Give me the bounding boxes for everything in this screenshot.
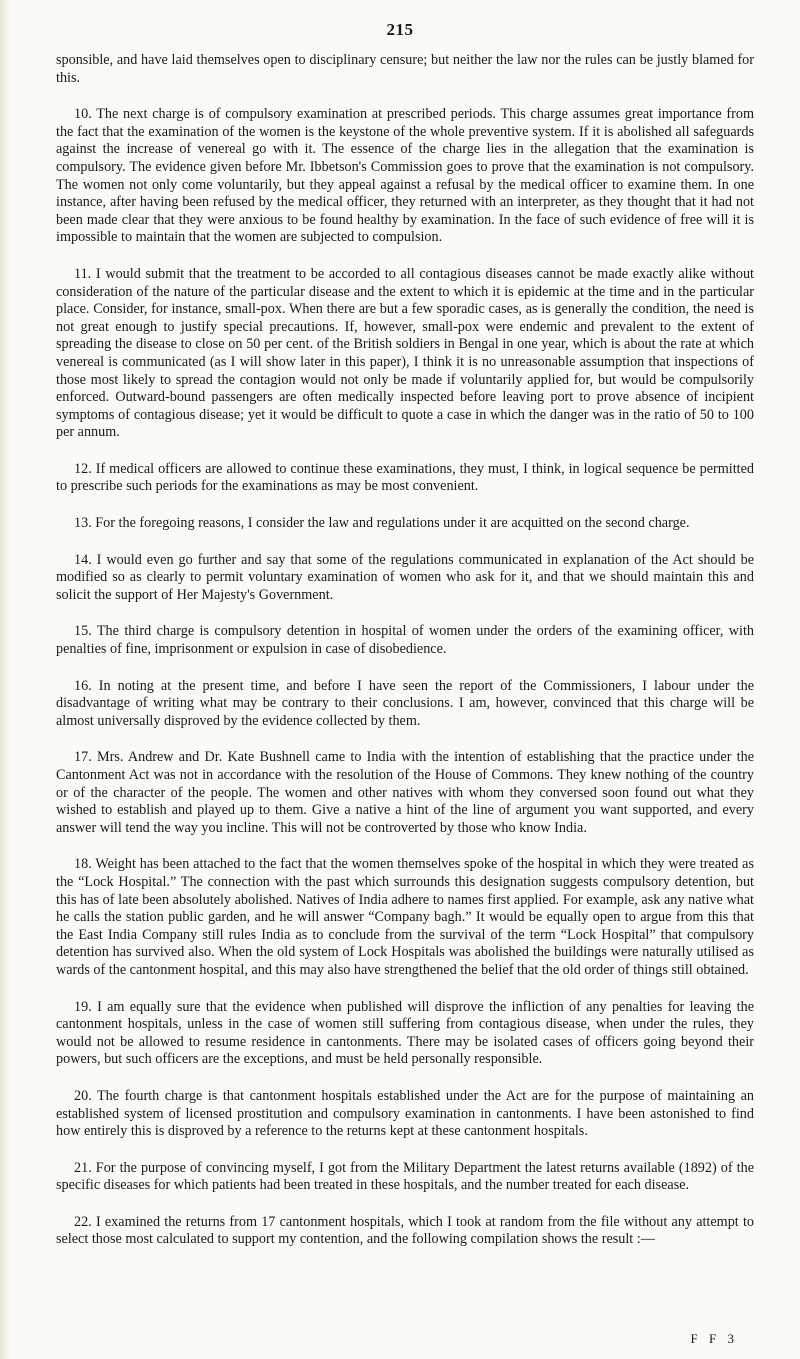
body-text <box>56 52 754 1268</box>
paragraph-17: 17. Mrs. Andrew and Dr. Kate Bushnell came to India with the intention of establishing that the practice under the Cantonment Act was not in accordance with the resolution of the House of Commons. They knew nothing of the country or of the character of the people. The women and other natives with whom they conversed soon found out what they wished to establish and played up to them. Give a native a hint of the line of argument you want supported, and every answer will tend the way you incline. This will not be controverted by those who know India. <box>56 749 754 836</box>
paragraph-19: 19. I am equally sure that the evidence when published will disprove the infliction of any penalties for leaving the cantonment hospitals, unless in the case of women still suffering from contagious disease, when under the rules, they would not be allowed to resume residence in cantonments. There may be isolated cases of officers going beyond their powers, but such officers are the exceptions, and must be held personally responsible. <box>56 998 754 1068</box>
paragraph-20: 20. The fourth charge is that cantonment hospitals established under the Act are for the purpose of maintaining an established system of licensed prostitution and compulsory examination in cantonments. I have been astonished to find how entirely this is disproved by a reference to the returns kept at these cantonment hospitals. <box>56 1087 754 1140</box>
paragraph-11: 11. I would submit that the treatment to be accorded to all contagious diseases cannot be made exactly alike without consideration of the nature of the particular disease and the extent to which it is epidemic at the time and in the particular place. Consider, for instance, small-pox. When there are but a few sporadic cases, as is generally the condition, the need is not great enough to justify special precautions. If, however, small-pox were endemic and prevalent to the extent of spreading the disease to close on 50 per cent. of the British soldiers in Bengal in one year, which is about the rate at which venereal is communicated (as I will show later in this paper), I think it is no unreasonable assumption that inspections of those most likely to spread the contagion would not only be made if voluntarily applied for, but would be compulsorily enforced. Outward-bound passengers are often medically inspected before leaving port to prove absence of incipient symptoms of contagious disease; yet it would be difficult to quote a case in which the danger was in the ratio of 50 to 100 per annum. <box>56 265 754 441</box>
paragraph-18: 18. Weight has been attached to the fact that the women themselves spoke of the hospital in which they were treated as the “Lock Hospital.” The connection with the past which surrounds this designation suggests compulsory detention, but this has of late been absolutely abolished. Natives of India adhere to names first applied. For example, ask any native what he calls the station public garden, and he will answer “Company bagh.” It would be equally open to argue from this that the East India Company still rules India as to conclude from the survival of the term “Lock Hospital” that compulsory detention has survived also. When the old system of Lock Hospitals was abolished the buildings were naturally utilised as wards of the cantonment hospital, and this may also have strengthened the belief that the old order of things still obtained. <box>56 856 754 978</box>
scan-edge <box>0 0 10 1359</box>
paragraph-12: 12. If medical officers are allowed to continue these examinations, they must, I think, in logical sequence be permitted to prescribe such periods for the examinations as may be most convenient. <box>56 460 754 495</box>
page-number: 215 <box>386 20 414 39</box>
paragraph-14: 14. I would even go further and say that some of the regulations communicated in explanation of the Act should be modified so as clearly to permit voluntary examination of women who ask for it, and that we should maintain this and solicit the support of Her Majesty's Government. <box>56 551 754 603</box>
paragraph-10: 10. The next charge is of compulsory examination at prescribed periods. This charge assumes great importance from the fact that the examination of the women is the keystone of the whole preventive system. If it is abolished all safeguards against the increase of venereal go with it. The essence of the charge lies in the allegation that the examination is compulsory. The evidence given before Mr. Ibbetson's Commission goes to prove that the examination is not compulsory. The women not only come voluntarily, but they appeal against a refusal by the medical officer to examine them. In one instance, after having been refused by the medical officer, they returned with an interpreter, as they thought that it had not been made clear that they were anxious to be found healthy by examination. In the face of such evidence of free will it is impossible to maintain that the women are subjected to compulsion. <box>56 106 754 246</box>
paragraph-21: 21. For the purpose of convincing myself, I got from the Military Department the latest returns available (1892) of the specific diseases for which patients had been treated in these hospitals, and the number treated for each disease. <box>56 1159 754 1194</box>
paragraph-continuation: sponsible, and have laid themselves open to disciplinary censure; but neither the law nor the rules can be justly blamed for this. <box>56 52 754 86</box>
paragraph-13: 13. For the foregoing reasons, I consider the law and regulations under it are acquitted on the second charge. <box>74 515 690 532</box>
signature-mark: F F 3 <box>690 1331 738 1346</box>
paragraph-15: 15. The third charge is compulsory detention in hospital of women under the orders of the examining officer, with penalties of fine, imprisonment or expulsion in case of disobedience. <box>56 623 754 658</box>
paragraph-22: 22. I examined the returns from 17 cantonment hospitals, which I took at random from the file without any attempt to select those most calculated to support my contention, and the following compilation shows the result :— <box>56 1213 754 1248</box>
paragraph-16: 16. In noting at the present time, and before I have seen the report of the Commissioners, I labour under the disadvantage of writing what may be contrary to their conclusions. I am, however, convinced that this charge will be almost universally disproved by the evidence collected by them. <box>56 677 754 729</box>
